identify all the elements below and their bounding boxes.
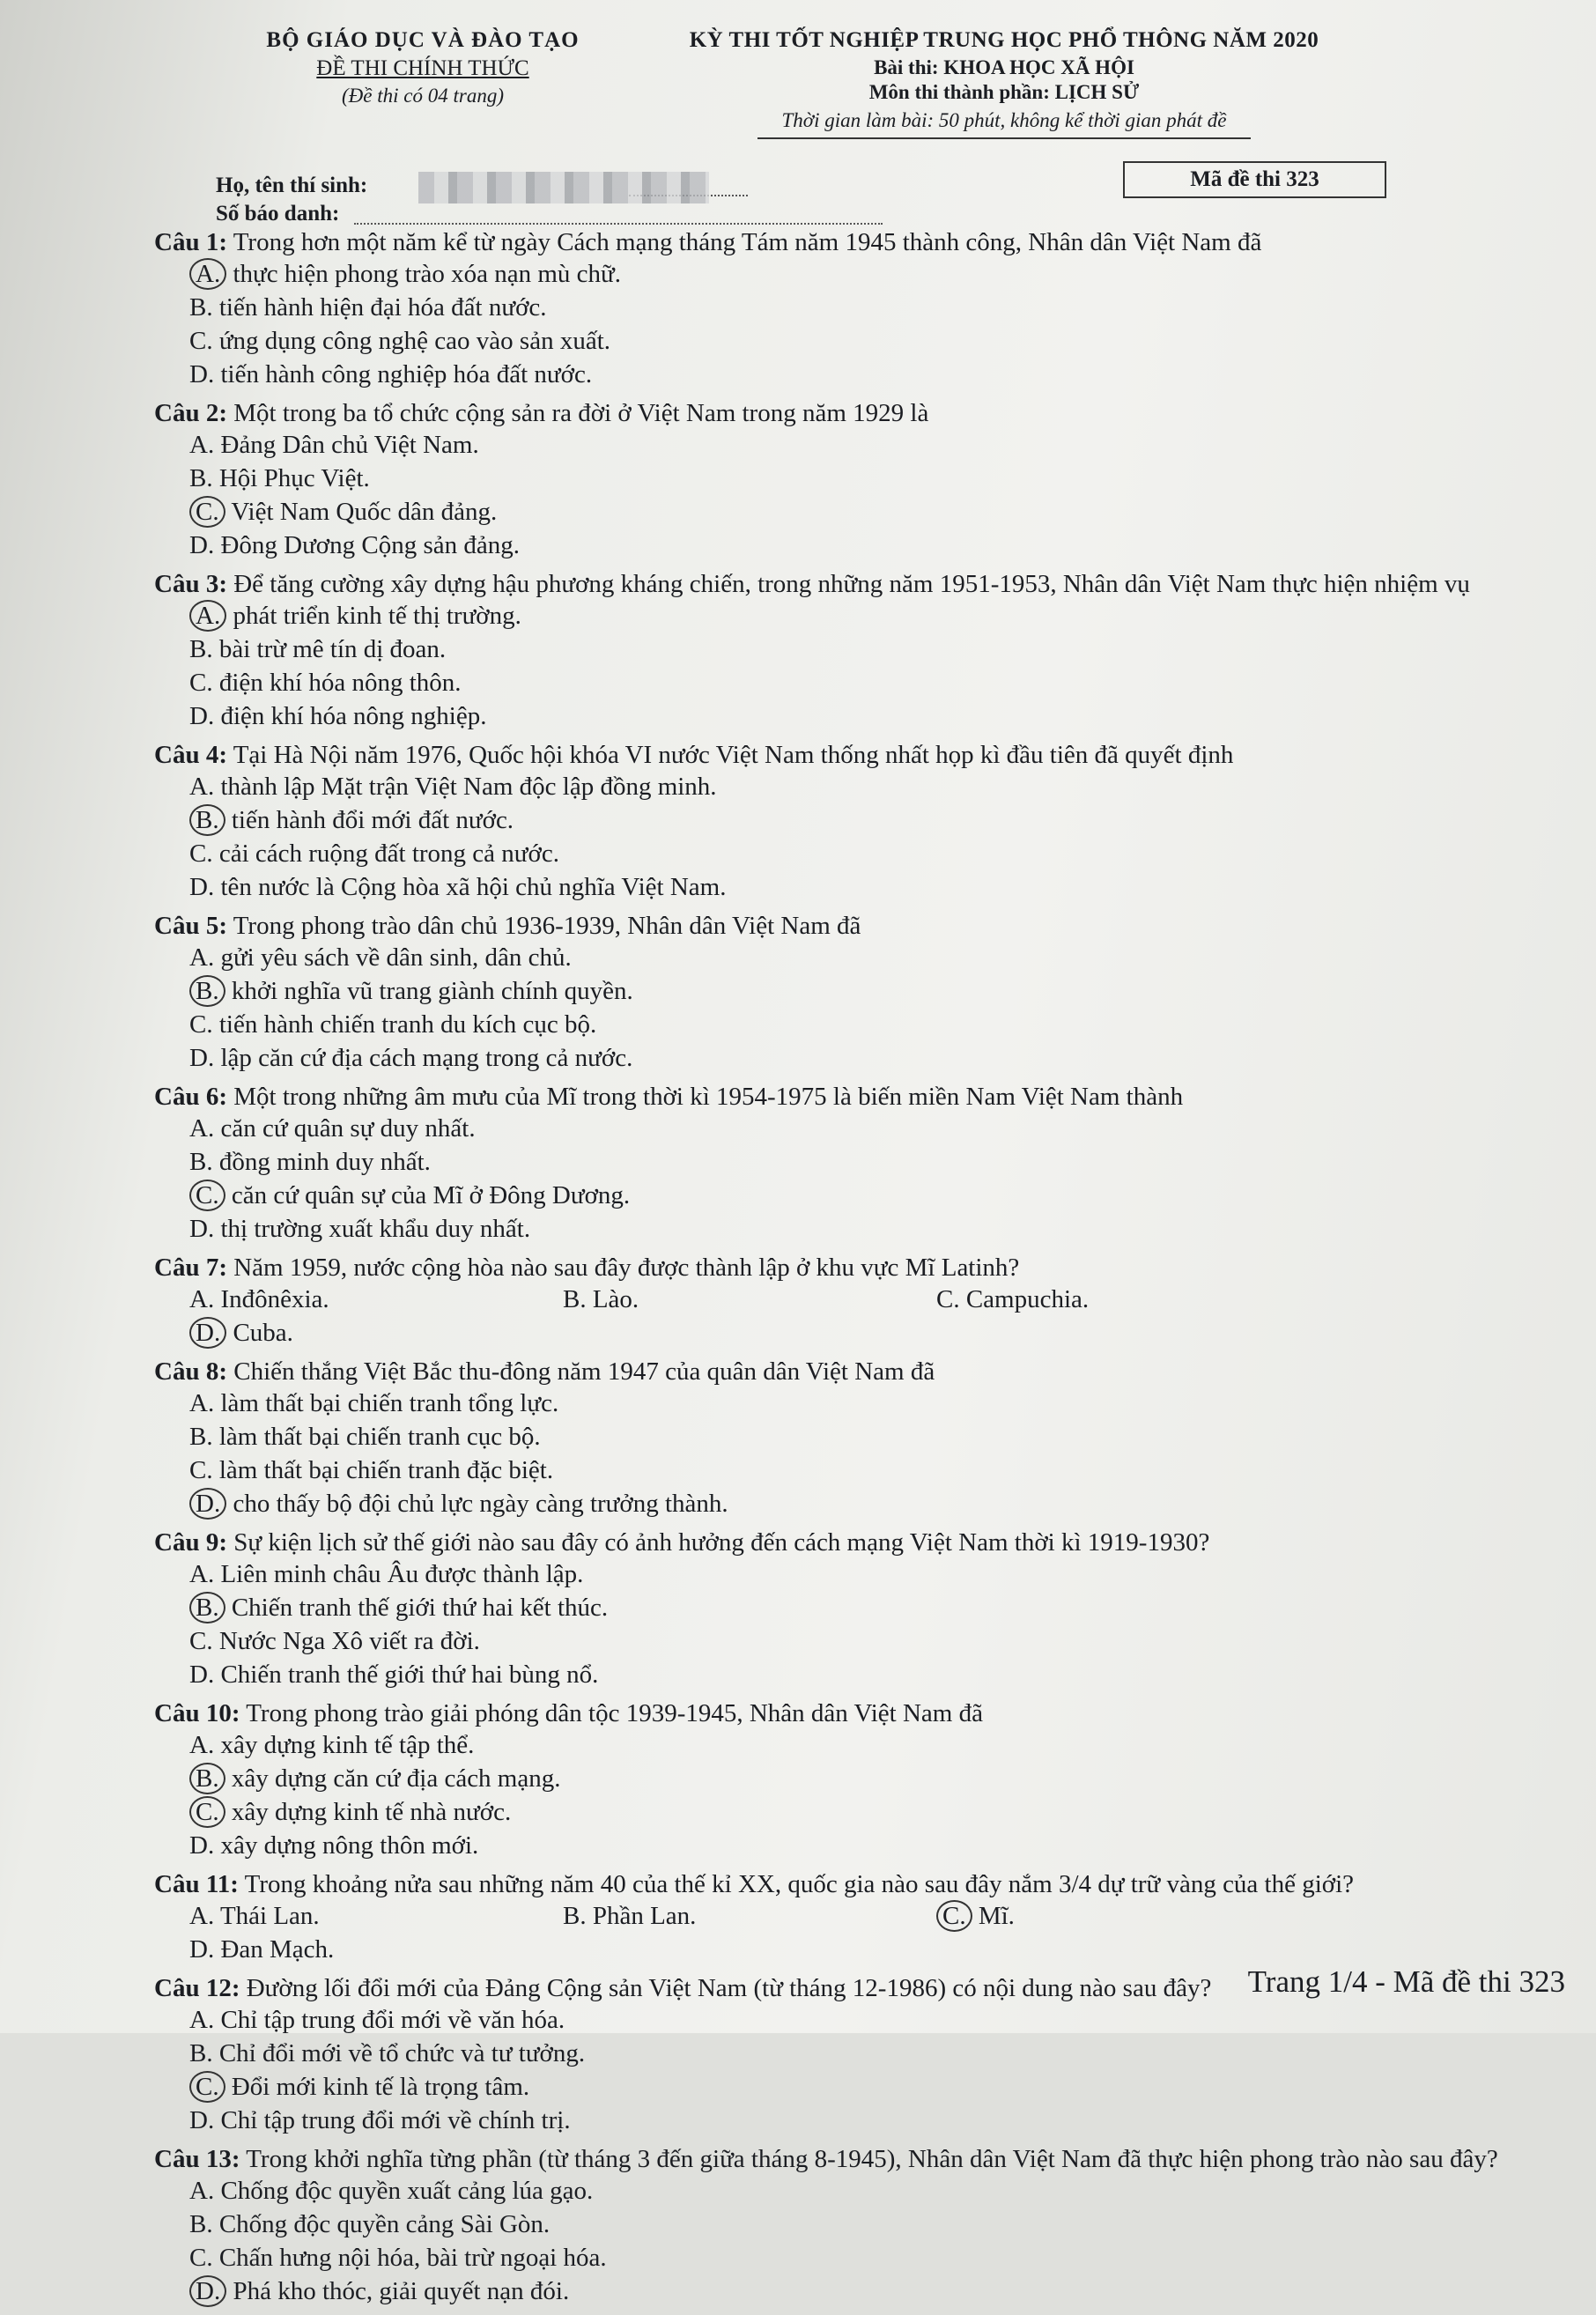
- circled-answer-letter: C.: [189, 496, 225, 528]
- question-number: Câu 1:: [154, 228, 227, 256]
- answer-letter: C.: [189, 1010, 213, 1039]
- answer-options: [154, 1387, 1563, 1520]
- question-stem: [154, 1253, 1563, 1283]
- question-number: Câu 7:: [154, 1254, 227, 1282]
- answer-option[interactable]: [154, 666, 866, 699]
- answer-text: bài trừ mê tín dị đoan.: [218, 635, 447, 663]
- exam-header: [238, 28, 1383, 143]
- answer-options: [154, 2174, 1563, 2308]
- answer-letter: D.: [189, 873, 215, 901]
- answer-text: Phá kho thóc, giải quyết nạn đói.: [233, 2277, 570, 2305]
- question-number: Câu 6:: [154, 1083, 227, 1111]
- answer-text: xây dựng kinh tế nhà nước.: [231, 1798, 512, 1826]
- answer-option[interactable]: [154, 1453, 866, 1487]
- circled-answer-letter: D.: [189, 1488, 226, 1520]
- question-text: Chiến thắng Việt Bắc thu-đông năm 1947 của quân dân Việt Nam đã: [233, 1357, 935, 1386]
- answer-letter: A.: [189, 431, 215, 459]
- answer-option[interactable]: [154, 324, 866, 358]
- answer-text: Chiến tranh thế giới thứ hai kết thúc.: [231, 1594, 609, 1622]
- answer-text: Việt Nam Quốc dân đảng.: [231, 498, 498, 526]
- answer-options: [154, 1112, 1563, 1246]
- circled-answer-letter: C.: [189, 2071, 225, 2103]
- answer-letter: A.: [189, 1285, 215, 1313]
- question-number: Câu 5:: [154, 912, 227, 940]
- redacted-name: [418, 172, 709, 203]
- question-number: Câu 3:: [154, 570, 227, 598]
- answer-option[interactable]: [154, 2104, 866, 2137]
- answer-text: Chỉ đổi mới về tổ chức và tư tưởng.: [218, 2039, 586, 2067]
- answer-letter: D.: [189, 531, 215, 559]
- candidate-name-label: Họ, tên thí sinh:: [216, 174, 368, 197]
- answer-letter: C.: [189, 1456, 213, 1484]
- question-stem: [154, 1869, 1563, 1899]
- answer-text: Đan Mạch.: [220, 1935, 335, 1964]
- answer-text: Đổi mới kinh tế là trọng tâm.: [231, 2073, 530, 2101]
- question-text: Đường lối đổi mới của Đảng Cộng sản Việt Nam (từ tháng 12-1986) có nội dung nào sau đây?: [246, 1974, 1212, 2002]
- question: [154, 740, 1563, 904]
- answer-text: cho thấy bộ đội chủ lực ngày càng trưởng thành.: [233, 1490, 728, 1518]
- answer-letter: B.: [189, 293, 213, 322]
- header-left: [238, 28, 608, 107]
- answer-text: Hội Phục Việt.: [218, 464, 370, 492]
- answer-option[interactable]: [154, 529, 866, 562]
- question: [154, 1253, 1563, 1350]
- question: [154, 1357, 1563, 1520]
- answer-text: Chấn hưng nội hóa, bài trừ ngoại hóa.: [218, 2244, 607, 2272]
- answer-option[interactable]: [154, 599, 866, 632]
- answer-option[interactable]: [154, 1591, 866, 1624]
- answer-option[interactable]: [154, 1420, 866, 1453]
- answer-options: [154, 770, 1563, 904]
- question-stem: [154, 1698, 1563, 1728]
- question: [154, 1082, 1563, 1246]
- answer-option[interactable]: [154, 1212, 866, 1246]
- answer-text: điện khí hóa nông thôn.: [218, 669, 462, 697]
- answer-letter: D.: [189, 1831, 215, 1860]
- answer-option[interactable]: [154, 1112, 866, 1145]
- question-number: Câu 13:: [154, 2145, 240, 2173]
- answer-text: Mĩ.: [978, 1902, 1015, 1930]
- question-text: Sự kiện lịch sử thế giới nào sau đây có ảnh hưởng đến cách mạng Việt Nam thời kì 1919-1930?: [233, 1528, 1210, 1557]
- exam-subject: Bài thi: KHOA HỌC XÃ HỘI: [874, 56, 1134, 78]
- answer-letter: B.: [189, 2210, 213, 2238]
- answer-text: gửi yêu sách về dân sinh, dân chủ.: [220, 943, 572, 972]
- answer-option[interactable]: [154, 428, 866, 462]
- question: [154, 1527, 1563, 1691]
- answer-options: [154, 599, 1563, 733]
- answer-letter: D.: [189, 1044, 215, 1072]
- answer-text: làm thất bại chiến tranh đặc biệt.: [218, 1456, 554, 1484]
- answer-letter: D.: [189, 2106, 215, 2134]
- circled-answer-letter: C.: [936, 1900, 972, 1932]
- question-number: Câu 9:: [154, 1528, 227, 1557]
- candidate-number-row: [216, 200, 883, 228]
- question: [154, 1869, 1563, 1966]
- answer-options: [154, 2003, 1563, 2137]
- answer-option[interactable]: [154, 1145, 866, 1179]
- question-text: Một trong những âm mưu của Mĩ trong thời kì 1954-1975 là biến miền Nam Việt Nam thành: [233, 1083, 1184, 1111]
- answer-text: Chỉ tập trung đổi mới về văn hóa.: [220, 2006, 565, 2034]
- answer-text: ứng dụng công nghệ cao vào sản xuất.: [218, 327, 611, 355]
- answer-letter: D.: [189, 1935, 215, 1964]
- question: [154, 569, 1563, 733]
- question-number: Câu 4:: [154, 741, 227, 769]
- answer-letter: B.: [189, 635, 213, 663]
- answer-letter: B.: [189, 464, 213, 492]
- circled-answer-letter: D.: [189, 2275, 226, 2307]
- candidate-name-row: [216, 172, 883, 200]
- question-text: Năm 1959, nước cộng hòa nào sau đây được thành lập ở khu vực Mĩ Latinh?: [233, 1254, 1020, 1282]
- circled-answer-letter: C.: [189, 1180, 225, 1211]
- number-dots: [354, 205, 883, 225]
- answer-option[interactable]: [154, 837, 1563, 870]
- answer-text: Lào.: [592, 1285, 639, 1313]
- answer-letter: A.: [189, 2177, 215, 2205]
- answer-text: tiến hành hiện đại hóa đất nước.: [218, 293, 547, 322]
- answer-text: tiến hành chiến tranh du kích cục bộ.: [218, 1010, 597, 1039]
- answer-text: Cuba.: [233, 1319, 293, 1347]
- answer-text: khởi nghĩa vũ trang giành chính quyền.: [231, 977, 633, 1005]
- exam-title: KỲ THI TỐT NGHIỆP TRUNG HỌC PHỔ THÔNG NĂM 2020: [689, 28, 1319, 52]
- answer-text: làm thất bại chiến tranh tổng lực.: [220, 1389, 559, 1417]
- answer-option[interactable]: [154, 941, 866, 974]
- answer-letter: A.: [189, 1389, 215, 1417]
- answer-option[interactable]: [154, 1933, 528, 1966]
- answer-letter: C.: [189, 2244, 213, 2272]
- answer-letter: D.: [189, 1660, 215, 1689]
- question-number: Câu 11:: [154, 1870, 239, 1898]
- question-text: Trong khoảng nửa sau những năm 40 của thế kỉ XX, quốc gia nào sau đây nắm 3/4 dự trữ vàng của thế giới?: [244, 1870, 1355, 1898]
- answer-letter: B.: [189, 2039, 213, 2067]
- answer-option[interactable]: [154, 1795, 866, 1829]
- answer-options: [154, 1728, 1563, 1862]
- answer-option[interactable]: [154, 462, 866, 495]
- answer-options: [154, 257, 1563, 391]
- answer-text: xây dựng căn cứ địa cách mạng.: [231, 1764, 561, 1793]
- answer-text: căn cứ quân sự duy nhất.: [220, 1114, 476, 1143]
- answer-options: [154, 1283, 1563, 1350]
- answer-option[interactable]: [154, 632, 866, 666]
- answer-letter: B.: [189, 1423, 213, 1451]
- answer-letter: C.: [189, 669, 213, 697]
- answer-option[interactable]: [154, 2070, 866, 2104]
- candidate-info: [216, 172, 883, 228]
- question-stem: [154, 1527, 1563, 1557]
- answer-option[interactable]: [154, 870, 1563, 904]
- answer-text: lập căn cứ địa cách mạng trong cả nước.: [220, 1044, 633, 1072]
- answer-options: [154, 941, 1563, 1075]
- answer-option[interactable]: [154, 803, 1563, 837]
- answer-text: Campuchia.: [965, 1285, 1090, 1313]
- answer-text: thành lập Mặt trận Việt Nam độc lập đồng minh.: [220, 773, 717, 801]
- answer-text: Inđônêxia.: [220, 1285, 329, 1313]
- answer-letter: A.: [189, 943, 215, 972]
- answer-option[interactable]: [154, 1387, 866, 1420]
- question-stem: [154, 740, 1563, 770]
- answer-text: tiến hành đổi mới đất nước.: [231, 806, 514, 834]
- answer-text: căn cứ quân sự của Mĩ ở Đông Dương.: [231, 1181, 631, 1209]
- question-number: Câu 10:: [154, 1699, 240, 1727]
- answer-text: thực hiện phong trào xóa nạn mù chữ.: [233, 260, 622, 288]
- question-stem: [154, 1357, 1563, 1387]
- question-stem: [154, 2144, 1563, 2174]
- answer-option[interactable]: [901, 1899, 1275, 1933]
- answer-text: thị trường xuất khẩu duy nhất.: [220, 1215, 531, 1243]
- answer-text: Nước Nga Xô viết ra đời.: [218, 1627, 480, 1655]
- circled-answer-letter: B.: [189, 975, 225, 1007]
- question-stem: [154, 398, 1563, 428]
- circled-answer-letter: B.: [189, 804, 225, 836]
- candidate-number-label: Số báo danh:: [216, 202, 340, 226]
- answer-options: [154, 428, 1563, 562]
- answer-letter: D.: [189, 360, 215, 388]
- answer-options: [154, 1899, 1563, 1966]
- answer-option[interactable]: [154, 2241, 866, 2274]
- answer-option[interactable]: [154, 2208, 866, 2241]
- answer-option[interactable]: [154, 2274, 866, 2308]
- answer-text: tên nước là Cộng hòa xã hội chủ nghĩa Việt Nam.: [220, 873, 727, 901]
- answer-option[interactable]: [154, 1316, 528, 1350]
- answer-letter: C.: [189, 327, 213, 355]
- answer-letter: A.: [189, 1902, 215, 1930]
- answer-text: điện khí hóa nông nghiệp.: [220, 702, 487, 730]
- answer-option[interactable]: [154, 699, 866, 733]
- answer-option[interactable]: [154, 1179, 866, 1212]
- answer-text: đồng minh duy nhất.: [218, 1148, 431, 1176]
- answer-letter: D.: [189, 702, 215, 730]
- question-number: Câu 12:: [154, 1974, 240, 2002]
- answer-letter: C.: [189, 839, 213, 868]
- answer-letter: A.: [189, 2006, 215, 2034]
- question: [154, 227, 1563, 391]
- question-stem: [154, 911, 1563, 941]
- answer-letter: A.: [189, 1560, 215, 1588]
- question-number: Câu 2:: [154, 399, 227, 427]
- answer-letter: C.: [189, 1627, 213, 1655]
- exam-code-box: Mã đề thi 323: [1123, 161, 1386, 198]
- answer-option[interactable]: [154, 495, 866, 529]
- page-footer: Trang 1/4 - Mã đề thi 323: [1247, 1964, 1565, 1999]
- question: [154, 911, 1563, 1075]
- answer-text: Chỉ tập trung đổi mới về chính trị.: [220, 2106, 571, 2134]
- answer-option[interactable]: [154, 358, 866, 391]
- answer-option[interactable]: [901, 1283, 1275, 1316]
- answer-option[interactable]: [154, 1041, 866, 1075]
- exam-time: Thời gian làm bài: 50 phút, không kể thời gian phát đề: [781, 109, 1227, 131]
- header-right: [630, 28, 1378, 139]
- answer-option[interactable]: [154, 1899, 528, 1933]
- circled-answer-letter: B.: [189, 1592, 225, 1623]
- answer-option[interactable]: [154, 1658, 866, 1691]
- answer-option[interactable]: [154, 770, 1563, 803]
- answer-text: Liên minh châu Âu được thành lập.: [220, 1560, 584, 1588]
- question-text: Trong khởi nghĩa từng phần (từ tháng 3 đến giữa tháng 8-1945), Nhân dân Việt Nam đã thực hiện phong trào nào sau đây?: [246, 2145, 1498, 2173]
- question-text: Tại Hà Nội năm 1976, Quốc hội khóa VI nước Việt Nam thống nhất họp kì đầu tiên đã quyết định: [233, 741, 1234, 769]
- exam-component: Môn thi thành phần: LỊCH SỬ: [868, 81, 1140, 103]
- circled-answer-letter: A.: [189, 600, 226, 632]
- answer-options: [154, 1557, 1563, 1691]
- answer-letter: A.: [189, 773, 215, 801]
- answer-text: tiến hành công nghiệp hóa đất nước.: [220, 360, 593, 388]
- question-text: Để tăng cường xây dựng hậu phương kháng chiến, trong những năm 1951-1953, Nhân dân Việt Nam thực hiện nhiệm vụ: [233, 570, 1470, 598]
- question-list: [154, 227, 1563, 2315]
- answer-option[interactable]: [154, 2037, 866, 2070]
- answer-letter: B.: [563, 1902, 587, 1930]
- answer-letter: A.: [189, 1731, 215, 1759]
- header-divider: [757, 137, 1251, 139]
- question-text: Trong hơn một năm kể từ ngày Cách mạng tháng Tám năm 1945 thành công, Nhân dân Việt Nam đã: [233, 228, 1262, 256]
- question: [154, 1698, 1563, 1862]
- answer-option[interactable]: [154, 1008, 866, 1041]
- circled-answer-letter: D.: [189, 1317, 226, 1349]
- answer-option[interactable]: [154, 1487, 866, 1520]
- answer-text: cải cách ruộng đất trong cả nước.: [218, 839, 559, 868]
- answer-letter: C.: [936, 1285, 960, 1313]
- official-label: ĐỀ THI CHÍNH THỨC: [316, 56, 529, 80]
- answer-letter: B.: [563, 1285, 587, 1313]
- question-stem: [154, 1082, 1563, 1112]
- answer-option[interactable]: [154, 2003, 866, 2037]
- question: [154, 2144, 1563, 2308]
- answer-text: Chống độc quyền xuất cảng lúa gạo.: [220, 2177, 594, 2205]
- answer-option[interactable]: [154, 1283, 528, 1316]
- ministry-name: BỘ GIÁO DỤC VÀ ĐÀO TẠO: [266, 28, 580, 52]
- answer-text: Chống độc quyền cảng Sài Gòn.: [218, 2210, 550, 2238]
- question: [154, 398, 1563, 562]
- answer-letter: D.: [189, 1215, 215, 1243]
- answer-option[interactable]: [154, 2174, 866, 2208]
- answer-text: xây dựng kinh tế tập thể.: [220, 1731, 475, 1759]
- answer-text: Thái Lan.: [219, 1902, 320, 1930]
- answer-option[interactable]: [154, 257, 866, 291]
- answer-text: Chiến tranh thế giới thứ hai bùng nổ.: [220, 1660, 599, 1689]
- circled-answer-letter: B.: [189, 1763, 225, 1794]
- answer-option[interactable]: [154, 974, 866, 1008]
- answer-text: Đảng Dân chủ Việt Nam.: [220, 431, 479, 459]
- answer-option[interactable]: [528, 1899, 901, 1933]
- answer-letter: A.: [189, 1114, 215, 1143]
- answer-letter: B.: [189, 1148, 213, 1176]
- pages-note: (Đề thi có 04 trang): [342, 85, 504, 107]
- answer-option[interactable]: [154, 1557, 866, 1591]
- question-text: Trong phong trào dân chủ 1936-1939, Nhân dân Việt Nam đã: [233, 912, 861, 940]
- answer-option[interactable]: [154, 1624, 866, 1658]
- answer-text: xây dựng nông thôn mới.: [220, 1831, 479, 1860]
- answer-option[interactable]: [154, 1728, 866, 1762]
- answer-text: phát triển kinh tế thị trường.: [233, 602, 521, 630]
- answer-option[interactable]: [154, 291, 866, 324]
- answer-option[interactable]: [154, 1829, 866, 1862]
- question-text: Trong phong trào giải phóng dân tộc 1939-1945, Nhân dân Việt Nam đã: [246, 1699, 983, 1727]
- circled-answer-letter: C.: [189, 1796, 225, 1828]
- question-stem: [154, 227, 1563, 257]
- circled-answer-letter: A.: [189, 258, 226, 290]
- answer-option[interactable]: [154, 1762, 866, 1795]
- answer-text: Đông Dương Cộng sản đảng.: [220, 531, 521, 559]
- answer-text: làm thất bại chiến tranh cục bộ.: [218, 1423, 541, 1451]
- answer-option[interactable]: [528, 1283, 901, 1316]
- question-text: Một trong ba tổ chức cộng sản ra đời ở Việt Nam trong năm 1929 là: [233, 399, 929, 427]
- question-stem: [154, 569, 1563, 599]
- question-number: Câu 8:: [154, 1357, 227, 1386]
- answer-text: Phần Lan.: [592, 1902, 697, 1930]
